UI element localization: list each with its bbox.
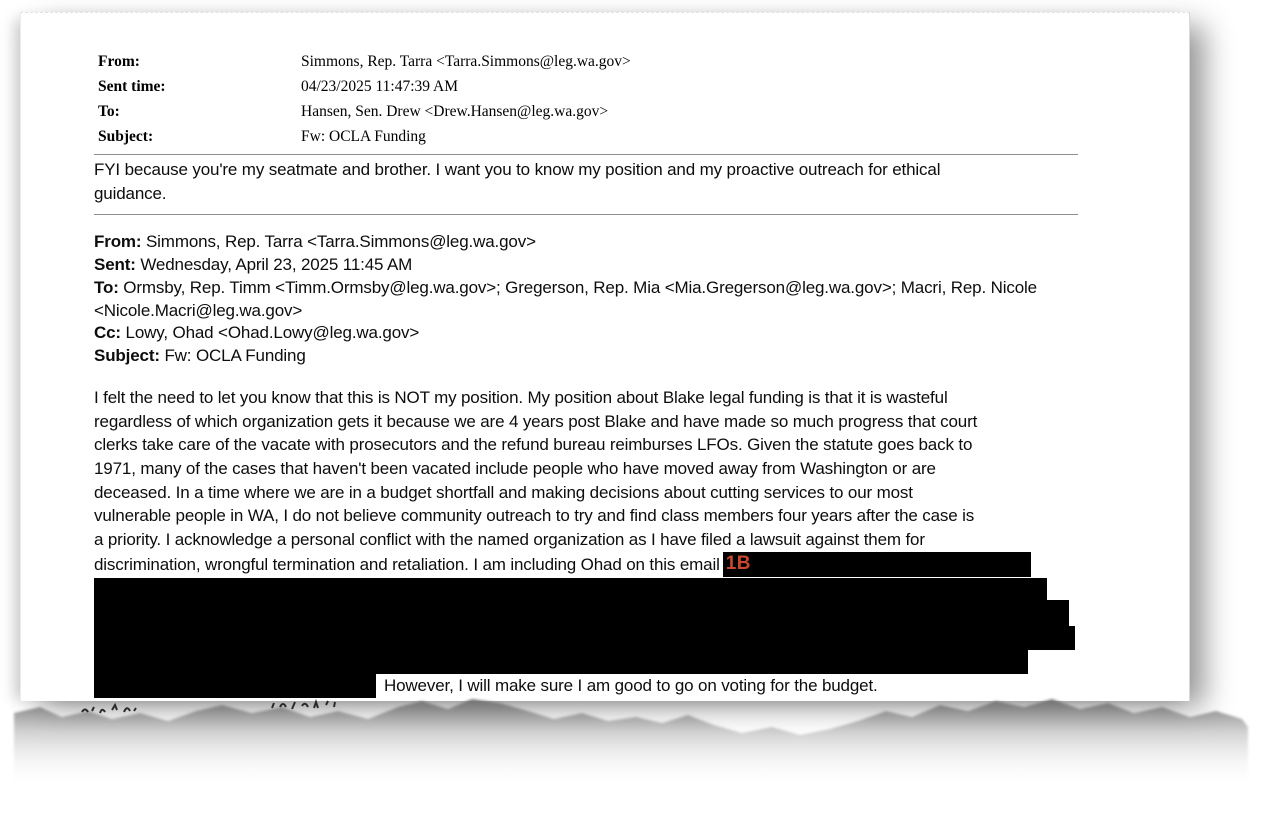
email-page (20, 12, 1190, 701)
body-line-4: 1971, many of the cases that haven't been vacated include people who have moved away from Washington or are (94, 459, 936, 478)
redaction-block-row-1 (94, 578, 1047, 600)
fwd-cc-text: Lowy, Ohad <Ohad.Lowy@leg.wa.gov> (120, 323, 420, 342)
header-to-label: To: (98, 103, 120, 120)
header-from-label: From: (98, 53, 140, 70)
header-subject-label: Subject: (98, 128, 154, 145)
header-subject-value: Fw: OCLA Funding (301, 128, 426, 145)
body-line-7: a priority. I acknowledge a personal conflict with the named organization as I have filed a lawsuit against them for (94, 530, 925, 549)
redaction-exemption-tag: 1B (725, 553, 752, 574)
fwd-from-text: Simmons, Rep. Tarra <Tarra.Simmons@leg.wa.gov> (141, 232, 536, 251)
redaction-block-row-4 (94, 650, 1028, 674)
body-closing-text: However, I will make sure I am good to go on voting for the budget. (384, 676, 878, 695)
redaction-inline-box (723, 552, 1031, 577)
fwd-subject-text: Fw: OCLA Funding (159, 346, 306, 365)
note-line-2: guidance. (94, 184, 167, 203)
fwd-from-label: From: (94, 232, 142, 251)
fwd-cc-label: Cc: (94, 323, 121, 342)
header-divider (94, 154, 1078, 155)
body-line-6: vulnerable people in WA, I do not believe community outreach to try and find class members four years after the case is (94, 506, 975, 525)
fwd-sent-label: Sent: (94, 255, 136, 274)
fwd-from-line (94, 230, 536, 253)
note-divider (94, 214, 1078, 215)
fwd-to-text: Ormsby, Rep. Timm <Timm.Ormsby@leg.wa.gov>; Gregerson, Rep. Mia <Mia.Gregerson@leg.wa.gov>; Macri, Rep. Nicole (118, 278, 1037, 297)
fwd-to-label: To: (94, 278, 119, 297)
body-line-5: deceased. In a time where we are in a budget shortfall and making decisions about cutting services to our most (94, 483, 913, 502)
torn-edge-graphic (0, 693, 1263, 830)
header-to-value: Hansen, Sen. Drew <Drew.Hansen@leg.wa.gov> (301, 103, 609, 120)
fwd-subject-line (94, 344, 306, 367)
fwd-sent-text: Wednesday, April 23, 2025 11:45 AM (135, 255, 413, 274)
body-line-8 (94, 552, 1031, 578)
redaction-block-row-3 (94, 626, 1075, 650)
fwd-to-wrap-text: <Nicole.Macri@leg.wa.gov> (94, 301, 303, 320)
body-line-1: I felt the need to let you know that this is NOT my position. My position about Blake legal funding is that it is wasteful (94, 388, 948, 407)
fwd-cc-line (94, 321, 419, 344)
fwd-to-line (94, 276, 1037, 299)
header-senttime-label: Sent time: (98, 78, 166, 95)
body-line-8-text: discrimination, wrongful termination and retaliation. I am including Ohad on this email (94, 555, 720, 574)
torn-edge-shadow (14, 699, 1248, 793)
note-line-1: FYI because you're my seatmate and brother. I want you to know my position and my proactive outreach for ethical (94, 160, 941, 179)
fwd-to-wrap-line (94, 299, 302, 322)
body-line-2: regardless of which organization gets it because we are 4 years post Blake and have made so much progress that court (94, 412, 978, 431)
fwd-subject-label: Subject: (94, 346, 160, 365)
redaction-block-row-2 (94, 600, 1069, 626)
header-from-value: Simmons, Rep. Tarra <Tarra.Simmons@leg.wa.gov> (301, 53, 631, 70)
header-senttime-value: 04/23/2025 11:47:39 AM (301, 78, 459, 95)
body-line-3: clerks take care of the vacate with prosecutors and the refund bureau reimburses LFOs. Given the statute goes back to (94, 435, 973, 454)
fwd-sent-line (94, 253, 412, 276)
